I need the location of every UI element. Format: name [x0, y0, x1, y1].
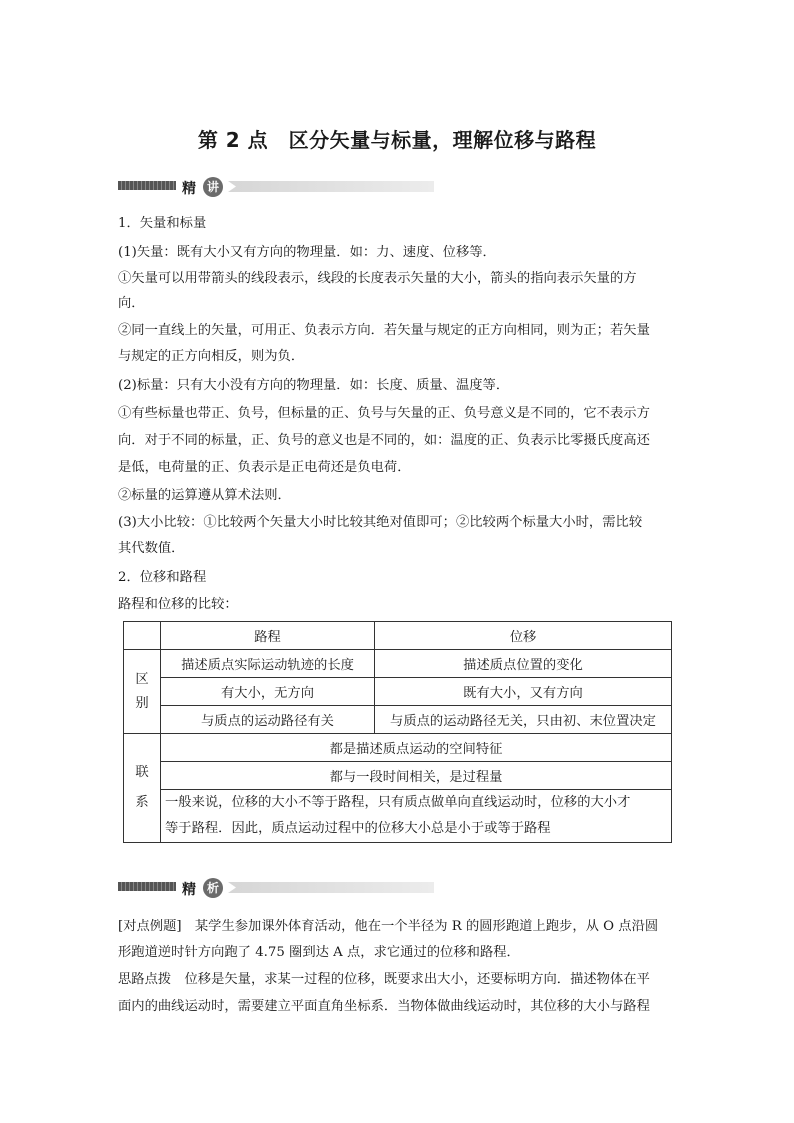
table-row — [124, 650, 672, 678]
section-header-explain — [118, 177, 434, 197]
table-row — [124, 706, 672, 734]
paragraph-line: ②同一直线上的矢量，可用正、负表示方向．若矢量与规定的正方向相同，则为正；若矢量 — [118, 323, 650, 338]
paragraph-line: ①矢量可以用带箭头的线段表示，线段的长度表示矢量的大小，箭头的指向表示矢量的方 — [118, 271, 637, 286]
table-cell: 有大小，无方向 — [161, 678, 375, 706]
paragraph-line: 向． — [118, 296, 145, 311]
table-row — [124, 790, 672, 843]
table-row — [124, 622, 672, 650]
table-cell: 既有大小，又有方向 — [375, 678, 672, 706]
table-cell: 与质点的运动路径有关 — [161, 706, 375, 734]
example-line: 形跑道逆时针方向跑了 4.75 圈到达 A 点，求它通过的位移和路程． — [118, 945, 520, 960]
paragraph-line: 与规定的正方向相反，则为负． — [118, 349, 305, 364]
section-arrow-bar — [228, 181, 434, 192]
cell-line: 一般来说，位移的大小不等于路程，只有质点做单向直线运动时，位移的大小才 — [165, 795, 631, 810]
cell-line: 等于路程．因此，质点运动过程中的位移大小总是小于或等于路程 — [165, 821, 551, 836]
table-cell: 都与一段时间相关，是过程量 — [161, 762, 672, 790]
table-cell: 都是描述质点运动的空间特征 — [161, 734, 672, 762]
paragraph-line: 是低，电荷量的正、负表示是正电荷还是负电荷． — [118, 460, 411, 475]
table-corner-cell — [124, 622, 161, 650]
side-label-text: 区别 — [135, 671, 149, 711]
hint-line: 思路点拨 位移是矢量，求某一过程的位移，既要求出大小，还要标明方向．描述物体在平 — [118, 972, 650, 987]
table-row — [124, 678, 672, 706]
paragraph-line: ②标量的运算遵从算术法则． — [118, 488, 291, 503]
heading-displacement-path: 2．位移和路程 — [118, 570, 207, 585]
paragraph-line: (1)矢量：既有大小又有方向的物理量．如：力、速度、位移等． — [118, 245, 496, 260]
section-label: 精 — [182, 882, 196, 898]
section-circle-badge: 讲 — [203, 177, 223, 197]
section-dash-decoration — [118, 882, 176, 891]
comparison-table — [123, 621, 672, 843]
section-header-analyze — [118, 878, 434, 898]
table-caption: 路程和位移的比较： — [118, 597, 238, 612]
page-title: 第 2 点 区分矢量与标量，理解位移与路程 — [197, 128, 597, 152]
example-line: [对点例题] 某学生参加课外体育活动，他在一个半径为 R 的圆形跑道上跑步，从 O 点沿圆 — [118, 919, 659, 934]
paragraph-line: 其代数值． — [118, 541, 185, 556]
table-cell: 描述质点实际运动轨迹的长度 — [161, 650, 375, 678]
table-header-displacement: 位移 — [375, 622, 672, 650]
section-circle-badge: 析 — [203, 878, 223, 898]
table-side-label-connection — [124, 734, 161, 843]
hint-line: 面内的曲线运动时，需要建立平面直角坐标系．当物体做曲线运动时，其位移的大小与路程 — [118, 999, 650, 1014]
heading-vector-scalar: 1．矢量和标量 — [118, 216, 207, 231]
section-dash-decoration — [118, 181, 176, 190]
section-label: 精 — [182, 181, 196, 197]
table-header-path: 路程 — [161, 622, 375, 650]
section-arrow-bar — [228, 882, 434, 893]
table-row — [124, 734, 672, 762]
paragraph-line: 向．对于不同的标量，正、负号的意义也是不同的，如：温度的正、负表示比零摄氏度高还 — [118, 433, 650, 448]
table-cell: 与质点的运动路径无关，只由初、末位置决定 — [375, 706, 672, 734]
table-cell-multiline — [161, 790, 672, 843]
table-row — [124, 762, 672, 790]
paragraph-line: ①有些标量也带正、负号，但标量的正、负号与矢量的正、负号意义是不同的，它不表示方 — [118, 406, 650, 421]
table-side-label-difference — [124, 650, 161, 734]
table-cell: 描述质点位置的变化 — [375, 650, 672, 678]
side-label-text: 联系 — [135, 765, 149, 810]
paragraph-line: (2)标量：只有大小没有方向的物理量．如：长度、质量、温度等． — [118, 378, 510, 393]
paragraph-line: (3)大小比较：①比较两个矢量大小时比较其绝对值即可；②比较两个标量大小时，需比较 — [118, 515, 643, 530]
